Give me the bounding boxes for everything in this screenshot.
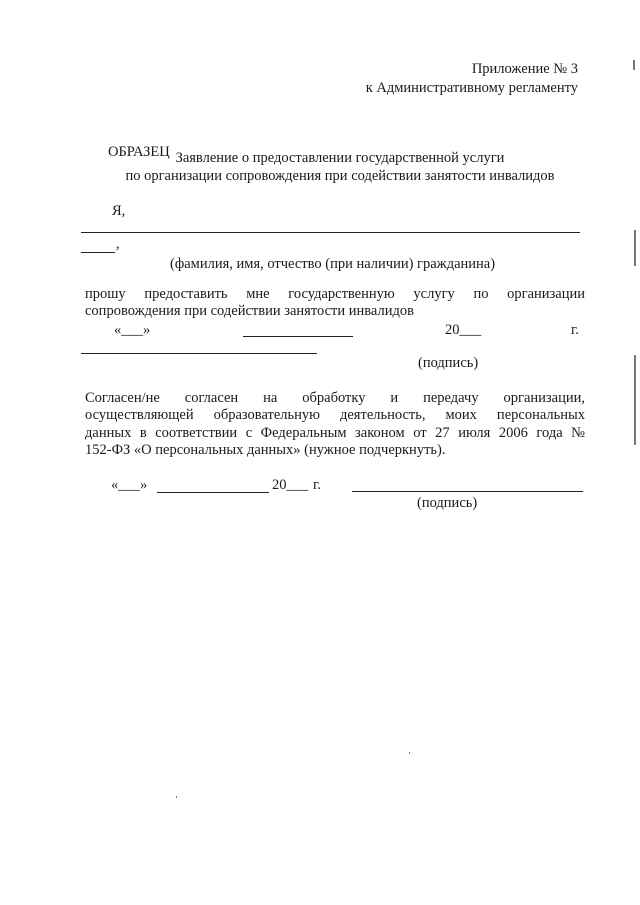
title-line-2: по организации сопровождения при содействии занятости инвалидов <box>125 168 555 184</box>
consent-line-1: Согласен/не согласен на обработку и передачу организации, <box>85 390 585 406</box>
applicant-caption: (фамилия, имя, отчество (при наличии) гражданина) <box>170 256 496 272</box>
request-date-day: «___» <box>114 322 151 338</box>
regulation-reference: к Административному регламенту <box>365 80 578 96</box>
consent-date-day: «___» <box>111 477 148 493</box>
scan-speck <box>409 752 410 754</box>
consent-signature-caption: (подпись) <box>417 495 478 511</box>
request-date-g: г. <box>571 322 579 338</box>
consent-signature-line <box>352 491 583 492</box>
request-signature-line <box>81 353 317 354</box>
applicant-name-line-short <box>81 252 115 253</box>
scan-artifact <box>634 230 636 266</box>
consent-line-2: осуществляющей образовательную деятельность, моих персональных <box>85 407 585 423</box>
request-date-month-line <box>243 336 353 337</box>
sample-label: ОБРАЗЕЦ <box>108 144 170 160</box>
applicant-name-line <box>81 232 580 233</box>
consent-date-g: г. <box>313 477 321 493</box>
consent-line-4: 152-ФЗ «О персональных данных» (нужное подчеркнуть). <box>85 442 446 458</box>
consent-date-year: 20___ <box>272 477 309 493</box>
request-line-1: прошу предоставить мне государственную услугу по организации <box>85 286 585 302</box>
consent-line-3: данных в соответствии с Федеральным законом от 27 июля 2006 года № <box>85 425 585 441</box>
request-date-year: 20___ <box>445 322 482 338</box>
scan-artifact <box>633 60 635 70</box>
title-line-1: Заявление о предоставлении государственной услуги <box>175 150 505 166</box>
scan-speck <box>176 796 177 798</box>
applicant-ya: Я, <box>112 203 126 219</box>
request-line-2: сопровождения при содействии занятости инвалидов <box>85 303 414 319</box>
consent-date-month-line <box>157 492 269 493</box>
scan-artifact <box>634 355 636 445</box>
applicant-line-comma: , <box>116 236 120 252</box>
appendix-label: Приложение № 3 <box>471 61 578 77</box>
request-signature-caption: (подпись) <box>418 355 479 371</box>
